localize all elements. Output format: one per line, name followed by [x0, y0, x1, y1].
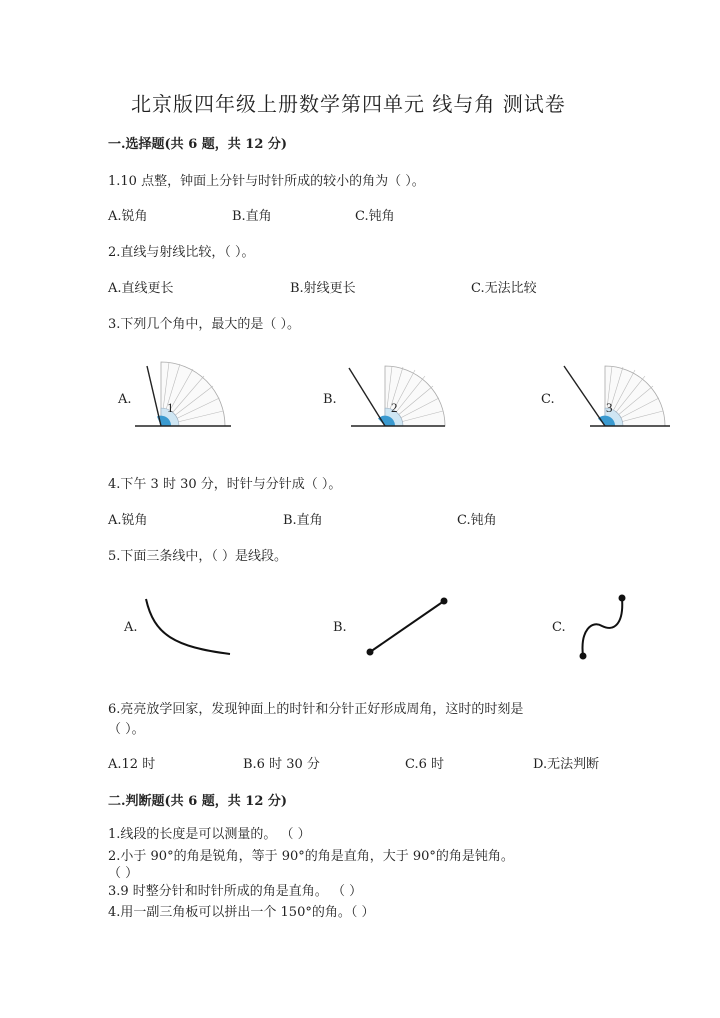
- q6-option-d: D.无法判断: [533, 757, 600, 772]
- q3-angle-number-3: 3: [606, 400, 613, 415]
- q5-curve-a: [140, 595, 235, 660]
- q5-figure-label-c: C.: [552, 620, 566, 635]
- q2-option-a: A.直线更长: [108, 281, 174, 296]
- q3-figure-label-a: A.: [118, 392, 132, 407]
- question-3: 3.下列几个角中，最大的是（ ）。: [108, 317, 301, 332]
- question-4: 4.下午 3 时 30 分，时针与分针成（ ）。: [108, 477, 342, 492]
- q5-figure-label-a: A.: [124, 620, 138, 635]
- q6-option-b: B.6 时 30 分: [243, 757, 320, 772]
- section-1-heading: 一.选择题(共 6 题，共 12 分): [108, 137, 288, 152]
- q5-line-segment-b: [362, 594, 452, 660]
- judgment-item-1: 1.线段的长度是可以测量的。 （ ）: [108, 827, 311, 842]
- q2-option-c: C.无法比较: [471, 281, 537, 296]
- section-2-heading: 二.判断题(共 6 题，共 12 分): [108, 794, 288, 809]
- q3-figure-label-c: C.: [541, 392, 555, 407]
- q1-option-b: B.直角: [232, 209, 272, 224]
- question-6-continued: （ ）。: [108, 722, 145, 737]
- q5-s-curve-c: [572, 590, 632, 662]
- judgment-item-3: 3.9 时整分针和时针所成的角是直角。 （ ）: [108, 884, 363, 899]
- judgment-item-2-bracket: （ ）: [108, 866, 139, 881]
- judgment-item-2: 2.小于 90°的角是锐角，等于 90°的角是直角，大于 90°的角是钝角。: [108, 849, 514, 864]
- q3-protractor-angle-a: [135, 358, 235, 433]
- q1-option-a: A.锐角: [108, 209, 148, 224]
- q3-protractor-angle-c: [560, 358, 670, 433]
- question-2: 2.直线与射线比较，（ ）。: [108, 245, 255, 260]
- page-title: 北京版四年级上册数学第四单元 线与角 测试卷: [131, 92, 566, 116]
- question-1: 1.10 点整，钟面上分针与时针所成的较小的角为（ ）。: [108, 174, 425, 189]
- q6-option-a: A.12 时: [108, 757, 156, 772]
- q3-angle-number-2: 2: [391, 400, 398, 415]
- q3-figure-label-b: B.: [323, 392, 337, 407]
- question-5: 5.下面三条线中，（ ）是线段。: [108, 549, 288, 564]
- q4-option-a: A.锐角: [108, 513, 148, 528]
- q4-option-c: C.钝角: [457, 513, 497, 528]
- q2-option-b: B.射线更长: [290, 281, 356, 296]
- question-6: 6.亮亮放学回家，发现钟面上的时针和分针正好形成周角，这时的时刻是: [108, 702, 524, 717]
- q6-option-c: C.6 时: [405, 757, 445, 772]
- q4-option-b: B.直角: [283, 513, 323, 528]
- q1-option-c: C.钝角: [355, 209, 395, 224]
- q5-figure-label-b: B.: [333, 620, 347, 635]
- q3-angle-number-1: 1: [167, 400, 174, 415]
- judgment-item-4: 4.用一副三角板可以拼出一个 150°的角。（ ）: [108, 905, 375, 920]
- q3-protractor-angle-b: [345, 358, 445, 433]
